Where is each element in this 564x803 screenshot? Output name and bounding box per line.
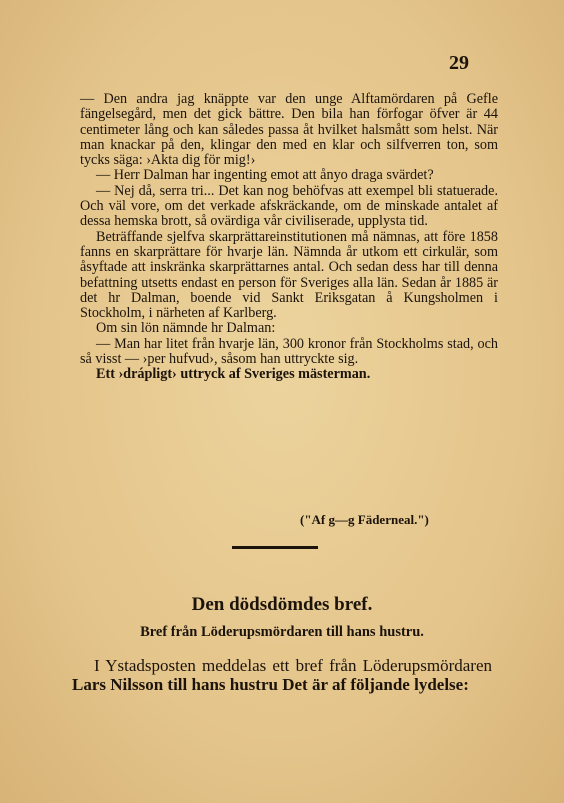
section-divider	[232, 546, 318, 549]
article-subheading: Bref från Löderupsmördaren till hans hustru.	[140, 624, 424, 640]
paragraph: — Man har litet från hvarje län, 300 kronor från Stockholms stad, och så visst — ›per hufvud›, såsom han uttryckte sig.	[80, 335, 498, 368]
article-intro: I Ystadsposten meddelas ett bref från Löderupsmördaren	[94, 656, 492, 675]
paragraph: Ett ›drápligt› uttryck af Sveriges mästerman.	[96, 366, 371, 383]
article-end: Det är af följande lydelse:	[282, 675, 469, 694]
paragraph: Beträffande sjelfva skarprättareinstitutionen må nämnas, att före 1858 fanns en skarprättare för hvarje län. Nämnda år utkom ett cirkulär, som åsyftade att inskränka skarprättarnes antal. Och sedan dess har till denna befattning utsetts endast en person för Sveriges alla län. Sedan år 1885 är det hr Dalman, boende vid Sankt Eriksgatan å Kungsholmen i Stockholm, i närheten af Karlberg.	[80, 228, 498, 322]
article-mid: till hans hustru	[163, 675, 283, 694]
article-paragraph	[72, 656, 492, 694]
article-name: Lars Nilsson	[72, 675, 164, 694]
paragraph: — Herr Dalman har ingenting emot att ånyo draga svärdet?	[96, 167, 434, 184]
source-attribution: ("Af g—g Fäderneal.")	[300, 512, 429, 527]
article-text	[72, 656, 492, 694]
body-text	[80, 92, 498, 383]
paragraph: Om sin lön nämnde hr Dalman:	[96, 320, 276, 337]
paragraph: — Den andra jag knäppte var den unge Alftamördaren på Gefle fängelsegård, men det gick bättre. Den bila han förfogar öfver är 44 centimeter lång och kan således passa åt hvilket halsmått som helst. När man knackar på den, klingar den med en klar och silfverren ton, som tycks säga: ›Akta dig för mig!›	[80, 91, 498, 169]
page-number: 29	[449, 52, 469, 74]
paragraph: — Nej då, serra tri... Det kan nog behöfvas att exempel bli statuerade. Och väl vore, om det verkade afskräckande, om de minskade antalet af dessa hemska brott, så ovärdiga vår civiliserade, upplysta tid.	[80, 182, 498, 230]
article-heading: Den dödsdömdes bref.	[191, 594, 373, 615]
